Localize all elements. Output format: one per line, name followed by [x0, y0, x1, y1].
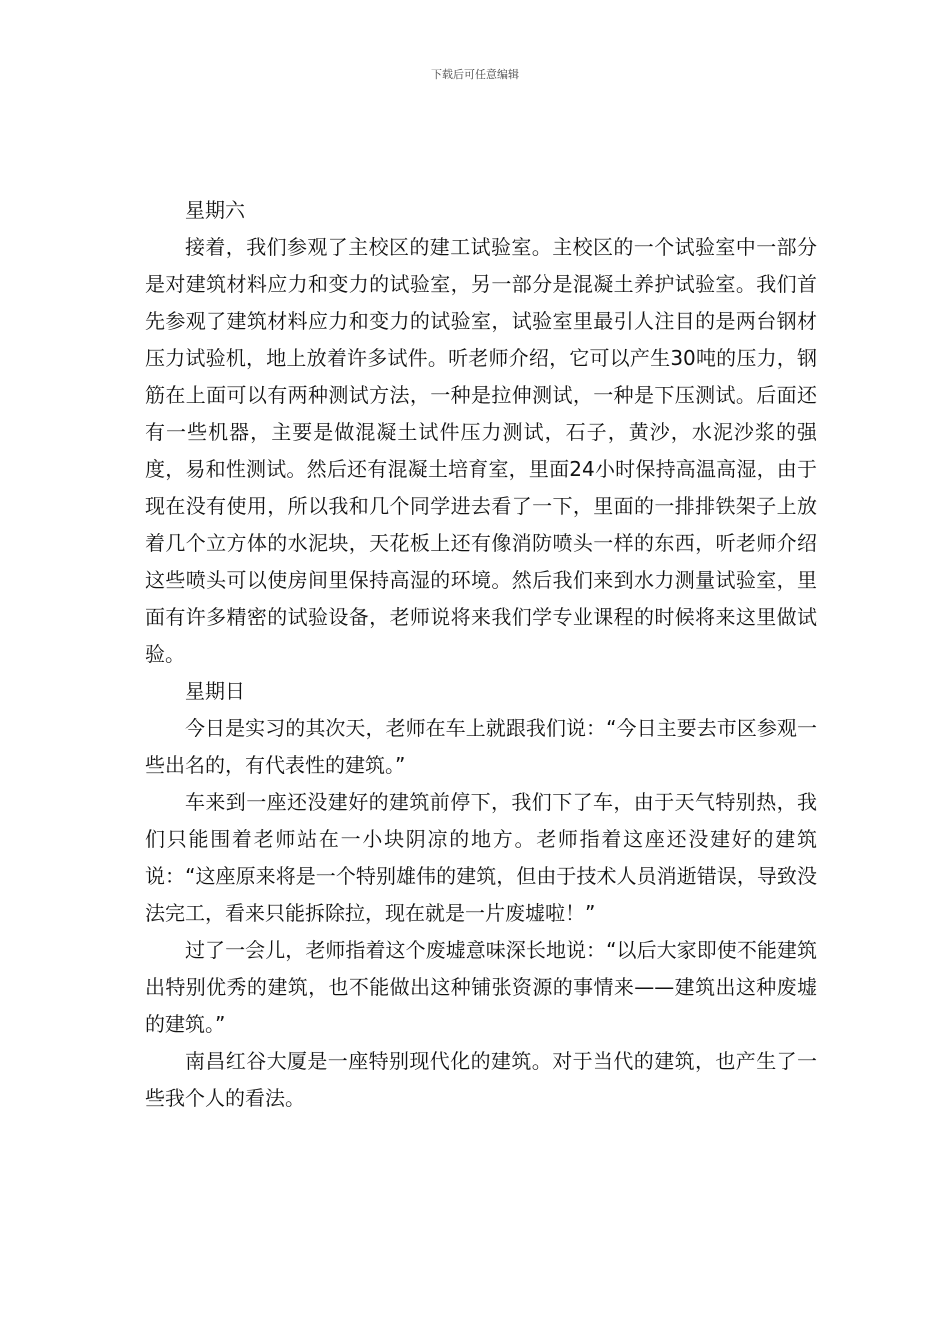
page-header-note: 下载后可任意编辑	[431, 68, 519, 81]
document-body	[145, 192, 817, 1117]
paragraph-honggu-building: 南昌红谷大厦是一座特别现代化的建筑。对于当代的建筑，也产生了一些我个人的看法。	[145, 1049, 817, 1110]
paragraph-teacher-remark: 过了一会儿，老师指着这个废墟意味深长地说：“以后大家即使不能建筑出特别优秀的建筑，也不能做出这种铺张资源的事情来——建筑出这种废墟的建筑。”	[145, 938, 817, 1036]
paragraph-lab-visit: 接着，我们参观了主校区的建工试验室。主校区的一个试验室中一部分是对建筑材料应力和变力的试验室，另一部分是混凝土养护试验室。我们首先参观了建筑材料应力和变力的试验室，试验室里最引人注目的是两台钢材压力试验机，地上放着许多试件。听老师介绍，它可以产生30吨的压力，钢筋在上面可以有两种测试方法，一种是拉伸测试，一种是下压测试。后面还有一些机器，主要是做混凝土试件压力测试，石子，黄沙，水泥沙浆的强度，易和性测试。然后还有混凝土培育室，里面24小时保持高温高湿，由于现在没有使用，所以我和几个同学进去看了一下，里面的一排排铁架子上放着几个立方体的水泥块，天花板上还有像消防喷头一样的东西，听老师介绍这些喷头可以使房间里保持高湿的环境。然后我们来到水力测量试验室，里面有许多精密的试验设备，老师说将来我们学专业课程的时候将来这里做试验。	[145, 235, 817, 666]
paragraph-day-sunday: 星期日	[185, 679, 245, 703]
paragraph-day-saturday: 星期六	[185, 198, 245, 222]
paragraph-unfinished-building: 车来到一座还没建好的建筑前停下，我们下了车，由于天气特别热，我们只能围着老师站在一小块阴凉的地方。老师指着这座还没建好的建筑说：“这座原来将是一个特别雄伟的建筑，但由于技术人员消逝错误，导致没法完工，看来只能拆除拉，现在就是一片废墟啦！”	[145, 790, 817, 925]
paragraph-second-day: 今日是实习的其次天，老师在车上就跟我们说：“今日主要去市区参观一些出名的，有代表性的建筑。”	[145, 716, 817, 777]
